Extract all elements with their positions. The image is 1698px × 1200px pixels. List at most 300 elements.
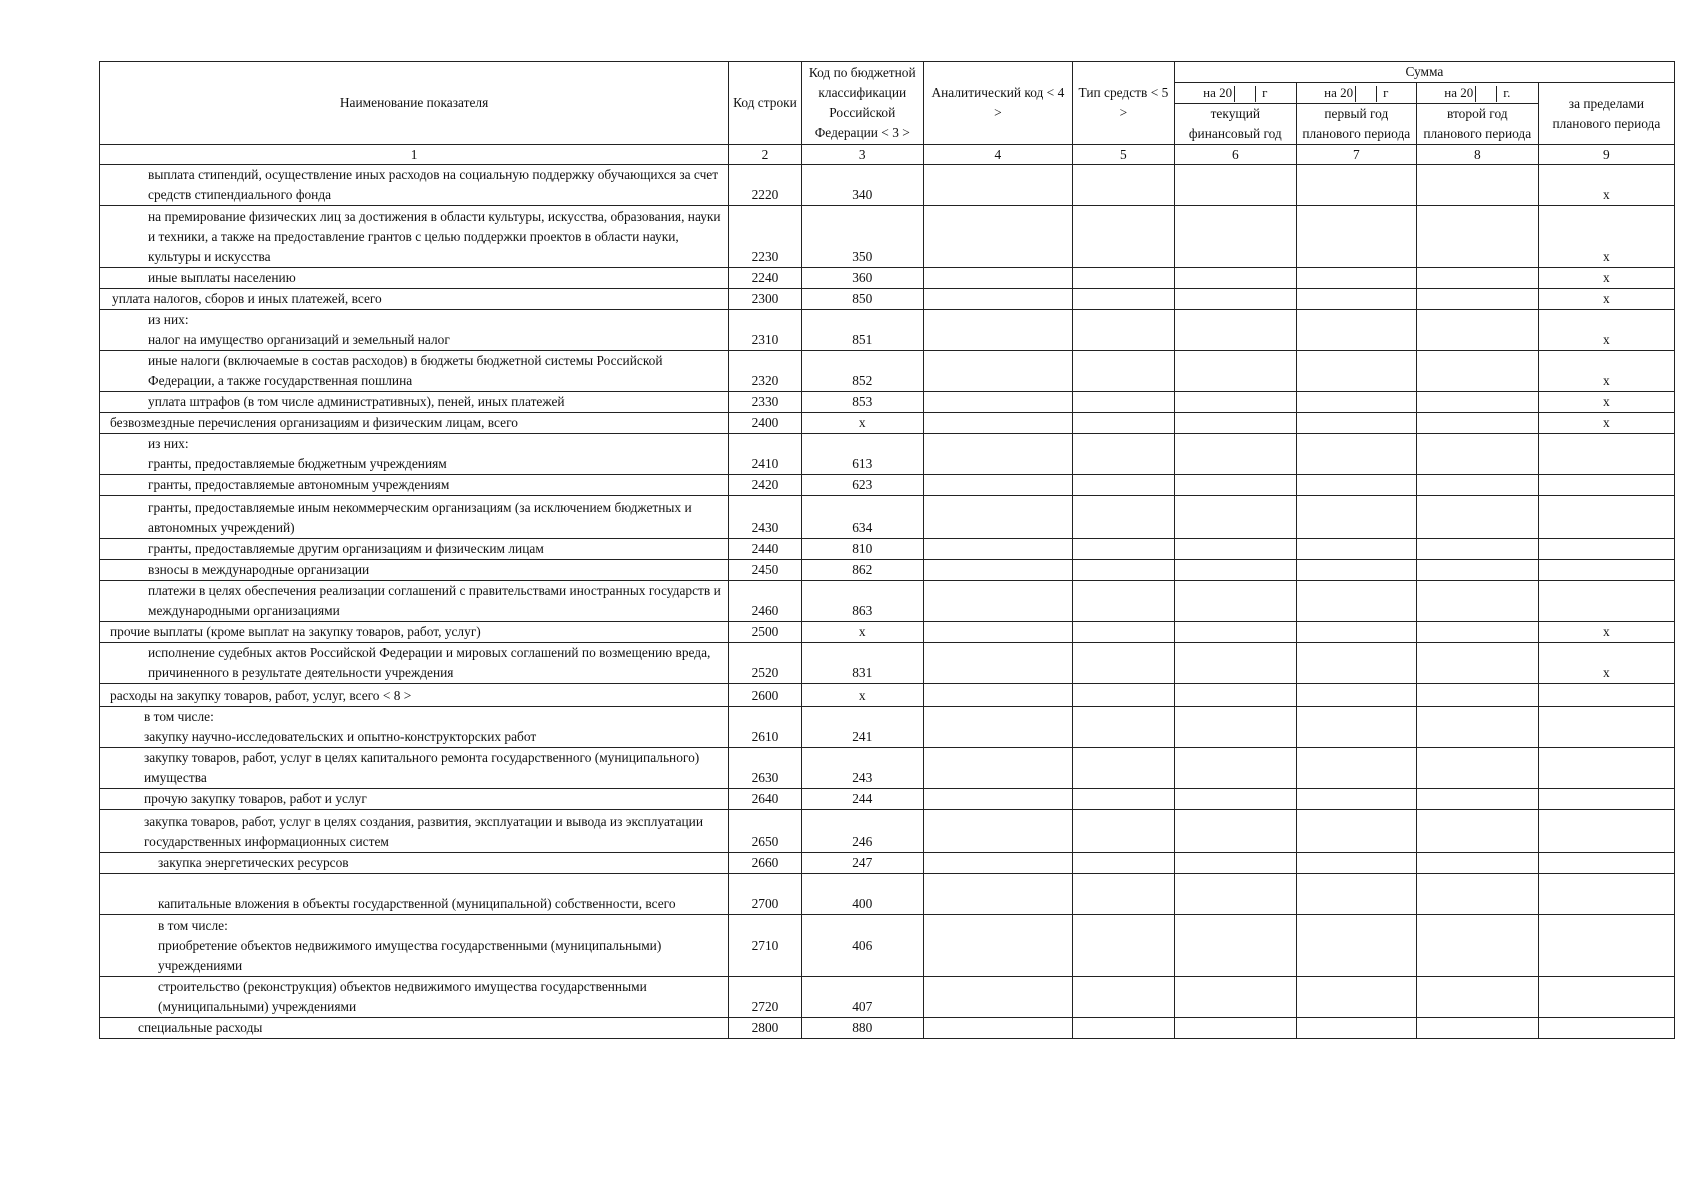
row-sum-first-cell [1296, 789, 1416, 810]
column-number: 3 [801, 145, 923, 165]
row-analytic-code-cell [923, 915, 1072, 977]
header-current-fin-year: текущий финансовый год [1174, 104, 1296, 145]
row-sum-second-cell [1416, 560, 1538, 581]
row-beyond-period-cell [1538, 539, 1674, 560]
row-funds-type-cell [1072, 853, 1174, 874]
row-sum-current-cell [1174, 413, 1296, 434]
row-indicator-name [100, 392, 729, 413]
table-row [100, 560, 1675, 581]
table-header [100, 62, 1675, 165]
row-sum-current-cell [1174, 539, 1296, 560]
row-budget-code: 406 [801, 915, 923, 977]
row-budget-code: 244 [801, 789, 923, 810]
table-row [100, 810, 1675, 853]
row-analytic-code-cell [923, 206, 1072, 268]
row-sum-current-cell [1174, 434, 1296, 475]
table-row [100, 496, 1675, 539]
row-budget-code: 852 [801, 351, 923, 392]
row-indicator-name [100, 434, 729, 475]
row-budget-code: 407 [801, 977, 923, 1018]
row-sum-first-cell [1296, 413, 1416, 434]
row-sum-current-cell [1174, 560, 1296, 581]
row-subheading: из них: [148, 436, 189, 451]
row-sum-first-cell [1296, 581, 1416, 622]
row-analytic-code-cell [923, 496, 1072, 539]
row-sum-current-cell [1174, 977, 1296, 1018]
header-indicator-name: Наименование показателя [100, 62, 729, 145]
row-sum-first-cell [1296, 874, 1416, 915]
row-name-text: взносы в международные организации [148, 562, 370, 577]
row-name-text: закупка энергетических ресурсов [158, 855, 349, 870]
row-funds-type-cell [1072, 622, 1174, 643]
row-name-text: иные выплаты населению [148, 270, 296, 285]
row-budget-code: 400 [801, 874, 923, 915]
row-analytic-code-cell [923, 413, 1072, 434]
row-name-text: уплата штрафов (в том числе административных), пеней, иных платежей [148, 394, 565, 409]
header-line-code: Код строки [729, 62, 802, 145]
row-sum-first-cell [1296, 351, 1416, 392]
table-row [100, 789, 1675, 810]
row-sum-current-cell [1174, 915, 1296, 977]
table-row [100, 392, 1675, 413]
column-number: 4 [923, 145, 1072, 165]
row-sum-second-cell [1416, 915, 1538, 977]
table-row [100, 581, 1675, 622]
row-name-text: платежи в целях обеспечения реализации соглашений с правительствами иностранных государств и международными организациями [148, 583, 721, 618]
row-funds-type-cell [1072, 206, 1174, 268]
row-sum-current-cell [1174, 684, 1296, 707]
row-line-code: 2720 [729, 977, 802, 1018]
row-line-code: 2310 [729, 310, 802, 351]
column-number: 7 [1296, 145, 1416, 165]
row-indicator-name [100, 977, 729, 1018]
table-row [100, 977, 1675, 1018]
row-line-code: 2710 [729, 915, 802, 977]
row-sum-current-cell [1174, 643, 1296, 684]
row-funds-type-cell [1072, 539, 1174, 560]
row-line-code: 2430 [729, 496, 802, 539]
row-sum-second-cell [1416, 392, 1538, 413]
row-line-code: 2600 [729, 684, 802, 707]
table-row [100, 1018, 1675, 1039]
row-line-code: 2330 [729, 392, 802, 413]
row-line-code: 2240 [729, 268, 802, 289]
row-budget-code: 634 [801, 496, 923, 539]
header-year-first: на 20 г [1296, 83, 1416, 104]
row-budget-code: 850 [801, 289, 923, 310]
row-line-code: 2500 [729, 622, 802, 643]
table-row [100, 289, 1675, 310]
row-name-text: выплата стипендий, осуществление иных расходов на социальную поддержку обучающихся за счет средств стипендиального фонда [148, 167, 719, 202]
row-funds-type-cell [1072, 643, 1174, 684]
row-sum-second-cell [1416, 874, 1538, 915]
row-name-text: гранты, предоставляемые автономным учреждениям [148, 477, 450, 492]
row-line-code: 2640 [729, 789, 802, 810]
table-row [100, 475, 1675, 496]
row-beyond-period-cell: х [1538, 643, 1674, 684]
row-line-code: 2450 [729, 560, 802, 581]
row-sum-second-cell [1416, 643, 1538, 684]
row-sum-current-cell [1174, 874, 1296, 915]
row-sum-first-cell [1296, 475, 1416, 496]
row-sum-first-cell [1296, 165, 1416, 206]
row-funds-type-cell [1072, 289, 1174, 310]
row-indicator-name [100, 310, 729, 351]
row-funds-type-cell [1072, 413, 1174, 434]
column-number: 5 [1072, 145, 1174, 165]
row-indicator-name [100, 539, 729, 560]
row-name-text: приобретение объектов недвижимого имущества государственными (муниципальными) учреждениями [158, 938, 662, 973]
row-budget-code: 862 [801, 560, 923, 581]
row-indicator-name [100, 810, 729, 853]
row-beyond-period-cell [1538, 915, 1674, 977]
row-line-code: 2220 [729, 165, 802, 206]
row-sum-current-cell [1174, 268, 1296, 289]
row-sum-second-cell [1416, 853, 1538, 874]
row-sum-first-cell [1296, 539, 1416, 560]
row-indicator-name [100, 874, 729, 915]
row-sum-second-cell [1416, 434, 1538, 475]
row-beyond-period-cell: х [1538, 310, 1674, 351]
row-beyond-period-cell [1538, 684, 1674, 707]
row-sum-first-cell [1296, 853, 1416, 874]
row-analytic-code-cell [923, 310, 1072, 351]
row-beyond-period-cell [1538, 496, 1674, 539]
row-name-text: иные налоги (включаемые в состав расходов) в бюджеты бюджетной системы Российской Федерации, а также государственная пошлина [148, 353, 663, 388]
row-budget-code: 246 [801, 810, 923, 853]
row-sum-current-cell [1174, 289, 1296, 310]
row-beyond-period-cell [1538, 748, 1674, 789]
row-budget-code: 863 [801, 581, 923, 622]
row-funds-type-cell [1072, 874, 1174, 915]
row-beyond-period-cell [1538, 434, 1674, 475]
row-indicator-name [100, 475, 729, 496]
row-funds-type-cell [1072, 748, 1174, 789]
row-name-text: гранты, предоставляемые иным некоммерческим организациям (за исключением бюджетных и автономных учреждений) [148, 500, 692, 535]
row-sum-second-cell [1416, 684, 1538, 707]
column-number-row [100, 145, 1675, 165]
row-analytic-code-cell [923, 581, 1072, 622]
row-budget-code: 613 [801, 434, 923, 475]
row-indicator-name [100, 684, 729, 707]
row-sum-first-cell [1296, 707, 1416, 748]
row-beyond-period-cell [1538, 707, 1674, 748]
row-sum-second-cell [1416, 351, 1538, 392]
row-budget-code: х [801, 413, 923, 434]
row-analytic-code-cell [923, 684, 1072, 707]
row-name-text: капитальные вложения в объекты государственной (муниципальной) собственности, всего [158, 896, 676, 911]
row-sum-first-cell [1296, 810, 1416, 853]
row-sum-first-cell [1296, 434, 1416, 475]
row-beyond-period-cell [1538, 853, 1674, 874]
row-line-code: 2650 [729, 810, 802, 853]
table-row [100, 351, 1675, 392]
row-analytic-code-cell [923, 289, 1072, 310]
row-sum-second-cell [1416, 539, 1538, 560]
row-line-code: 2800 [729, 1018, 802, 1039]
row-analytic-code-cell [923, 165, 1072, 206]
table-row [100, 707, 1675, 748]
row-sum-current-cell [1174, 707, 1296, 748]
row-sum-second-cell [1416, 310, 1538, 351]
row-budget-code: 810 [801, 539, 923, 560]
row-analytic-code-cell [923, 622, 1072, 643]
table-row [100, 622, 1675, 643]
row-name-text: специальные расходы [138, 1020, 263, 1035]
table-row [100, 434, 1675, 475]
row-analytic-code-cell [923, 560, 1072, 581]
header-sum: Сумма [1174, 62, 1674, 83]
row-sum-current-cell [1174, 206, 1296, 268]
row-indicator-name [100, 165, 729, 206]
row-sum-first-cell [1296, 915, 1416, 977]
row-sum-first-cell [1296, 392, 1416, 413]
row-funds-type-cell [1072, 475, 1174, 496]
row-indicator-name [100, 643, 729, 684]
row-name-text: безвозмездные перечисления организациям и физическим лицам, всего [110, 415, 518, 430]
row-sum-first-cell [1296, 268, 1416, 289]
row-sum-second-cell [1416, 707, 1538, 748]
row-beyond-period-cell: х [1538, 622, 1674, 643]
header-year-current: на 20 г [1174, 83, 1296, 104]
row-budget-code: х [801, 622, 923, 643]
row-sum-second-cell [1416, 413, 1538, 434]
row-funds-type-cell [1072, 1018, 1174, 1039]
row-indicator-name [100, 351, 729, 392]
row-budget-code: 360 [801, 268, 923, 289]
row-indicator-name [100, 560, 729, 581]
row-sum-current-cell [1174, 165, 1296, 206]
row-funds-type-cell [1072, 165, 1174, 206]
row-budget-code: 340 [801, 165, 923, 206]
row-beyond-period-cell [1538, 475, 1674, 496]
row-subheading: в том числе: [158, 918, 228, 933]
row-beyond-period-cell: х [1538, 351, 1674, 392]
row-sum-current-cell [1174, 748, 1296, 789]
row-indicator-name [100, 707, 729, 748]
row-sum-first-cell [1296, 496, 1416, 539]
row-sum-second-cell [1416, 475, 1538, 496]
row-line-code: 2700 [729, 874, 802, 915]
row-funds-type-cell [1072, 496, 1174, 539]
row-line-code: 2660 [729, 853, 802, 874]
header-funds-type: Тип средств < 5 > [1072, 62, 1174, 145]
row-sum-second-cell [1416, 622, 1538, 643]
table-row [100, 853, 1675, 874]
row-subheading: в том числе: [144, 709, 214, 724]
column-number: 9 [1538, 145, 1674, 165]
row-sum-current-cell [1174, 475, 1296, 496]
row-funds-type-cell [1072, 707, 1174, 748]
row-indicator-name [100, 915, 729, 977]
row-analytic-code-cell [923, 810, 1072, 853]
header-year-second: на 20 г. [1416, 83, 1538, 104]
header-analytic-code: Аналитический код < 4 > [923, 62, 1072, 145]
table-row [100, 874, 1675, 915]
row-sum-second-cell [1416, 165, 1538, 206]
row-analytic-code-cell [923, 853, 1072, 874]
row-budget-code: х [801, 684, 923, 707]
row-name-text: налог на имущество организаций и земельный налог [148, 332, 450, 347]
row-analytic-code-cell [923, 748, 1072, 789]
row-analytic-code-cell [923, 392, 1072, 413]
row-analytic-code-cell [923, 977, 1072, 1018]
row-sum-second-cell [1416, 206, 1538, 268]
column-number: 2 [729, 145, 802, 165]
row-beyond-period-cell [1538, 581, 1674, 622]
row-sum-first-cell [1296, 310, 1416, 351]
row-funds-type-cell [1072, 810, 1174, 853]
row-funds-type-cell [1072, 351, 1174, 392]
row-beyond-period-cell: х [1538, 268, 1674, 289]
row-funds-type-cell [1072, 581, 1174, 622]
row-budget-code: 623 [801, 475, 923, 496]
row-sum-first-cell [1296, 560, 1416, 581]
row-funds-type-cell [1072, 684, 1174, 707]
row-sum-second-cell [1416, 789, 1538, 810]
row-funds-type-cell [1072, 392, 1174, 413]
row-sum-current-cell [1174, 351, 1296, 392]
row-name-text: прочие выплаты (кроме выплат на закупку товаров, работ, услуг) [110, 624, 481, 639]
row-name-text: гранты, предоставляемые бюджетным учреждениям [148, 456, 447, 471]
table-row [100, 915, 1675, 977]
row-sum-second-cell [1416, 268, 1538, 289]
column-number: 8 [1416, 145, 1538, 165]
row-funds-type-cell [1072, 915, 1174, 977]
row-indicator-name [100, 789, 729, 810]
row-beyond-period-cell: х [1538, 165, 1674, 206]
table-row [100, 165, 1675, 206]
row-sum-current-cell [1174, 810, 1296, 853]
row-sum-current-cell [1174, 392, 1296, 413]
column-number: 6 [1174, 145, 1296, 165]
row-name-text: закупка товаров, работ, услуг в целях создания, развития, эксплуатации и вывода из эксплуатации государственных информационных систем [144, 814, 704, 849]
row-sum-first-cell [1296, 643, 1416, 684]
row-sum-current-cell [1174, 1018, 1296, 1039]
row-beyond-period-cell: х [1538, 392, 1674, 413]
table-row [100, 643, 1675, 684]
row-sum-current-cell [1174, 622, 1296, 643]
row-line-code: 2410 [729, 434, 802, 475]
row-sum-first-cell [1296, 622, 1416, 643]
row-line-code: 2630 [729, 748, 802, 789]
row-name-text: уплата налогов, сборов и иных платежей, всего [112, 291, 382, 306]
row-name-text: закупку товаров, работ, услуг в целях капитального ремонта государственного (муниципального) имущества [144, 750, 700, 785]
row-funds-type-cell [1072, 268, 1174, 289]
header-first-plan-year: первый год планового периода [1296, 104, 1416, 145]
row-sum-second-cell [1416, 581, 1538, 622]
header-budget-classification: Код по бюджетной классификации Российской Федерации < 3 > [801, 62, 923, 145]
column-number: 1 [100, 145, 729, 165]
row-beyond-period-cell: х [1538, 413, 1674, 434]
table-row [100, 748, 1675, 789]
row-funds-type-cell [1072, 789, 1174, 810]
row-line-code: 2520 [729, 643, 802, 684]
row-sum-second-cell [1416, 810, 1538, 853]
row-name-text: гранты, предоставляемые другим организациям и физическим лицам [148, 541, 544, 556]
row-sum-first-cell [1296, 977, 1416, 1018]
row-analytic-code-cell [923, 268, 1072, 289]
row-name-text: на премирование физических лиц за достижения в области культуры, искусства, образования, науки и техники, а также на предоставление грантов с целью поддержки проектов в области науки, культуры и искусства [148, 209, 721, 264]
table-row [100, 684, 1675, 707]
row-funds-type-cell [1072, 560, 1174, 581]
row-analytic-code-cell [923, 643, 1072, 684]
row-line-code: 2400 [729, 413, 802, 434]
row-analytic-code-cell [923, 539, 1072, 560]
row-budget-code: 831 [801, 643, 923, 684]
row-beyond-period-cell: х [1538, 206, 1674, 268]
row-budget-code: 247 [801, 853, 923, 874]
row-name-text: строительство (реконструкция) объектов недвижимого имущества государственными (муниципальными) учреждениями [158, 979, 647, 1014]
row-name-text: исполнение судебных актов Российской Федерации и мировых соглашений по возмещению вреда, причиненного в результате деятельности учреждения [148, 645, 711, 680]
row-indicator-name [100, 289, 729, 310]
row-name-text: прочую закупку товаров, работ и услуг [144, 791, 367, 806]
row-sum-first-cell [1296, 206, 1416, 268]
row-sum-first-cell [1296, 1018, 1416, 1039]
row-sum-first-cell [1296, 289, 1416, 310]
row-sum-current-cell [1174, 581, 1296, 622]
row-sum-second-cell [1416, 1018, 1538, 1039]
row-sum-second-cell [1416, 289, 1538, 310]
row-analytic-code-cell [923, 1018, 1072, 1039]
table-row [100, 268, 1675, 289]
row-analytic-code-cell [923, 874, 1072, 915]
table-row [100, 539, 1675, 560]
row-analytic-code-cell [923, 789, 1072, 810]
row-indicator-name [100, 581, 729, 622]
row-line-code: 2320 [729, 351, 802, 392]
row-sum-first-cell [1296, 684, 1416, 707]
row-beyond-period-cell [1538, 789, 1674, 810]
row-beyond-period-cell [1538, 1018, 1674, 1039]
row-line-code: 2420 [729, 475, 802, 496]
row-budget-code: 851 [801, 310, 923, 351]
row-sum-current-cell [1174, 789, 1296, 810]
table-body [100, 165, 1675, 1039]
row-beyond-period-cell: х [1538, 289, 1674, 310]
row-analytic-code-cell [923, 351, 1072, 392]
row-budget-code: 241 [801, 707, 923, 748]
row-indicator-name [100, 748, 729, 789]
row-sum-second-cell [1416, 977, 1538, 1018]
row-analytic-code-cell [923, 707, 1072, 748]
row-sum-second-cell [1416, 496, 1538, 539]
row-indicator-name [100, 268, 729, 289]
row-sum-first-cell [1296, 748, 1416, 789]
row-funds-type-cell [1072, 310, 1174, 351]
row-line-code: 2460 [729, 581, 802, 622]
row-name-text: закупку научно-исследовательских и опытно-конструкторских работ [144, 729, 537, 744]
row-sum-current-cell [1174, 310, 1296, 351]
row-budget-code: 350 [801, 206, 923, 268]
table-row [100, 206, 1675, 268]
row-analytic-code-cell [923, 434, 1072, 475]
row-funds-type-cell [1072, 434, 1174, 475]
row-indicator-name [100, 1018, 729, 1039]
row-line-code: 2300 [729, 289, 802, 310]
row-funds-type-cell [1072, 977, 1174, 1018]
row-budget-code: 243 [801, 748, 923, 789]
row-indicator-name [100, 206, 729, 268]
row-line-code: 2440 [729, 539, 802, 560]
budget-table [99, 61, 1675, 1039]
row-sum-second-cell [1416, 748, 1538, 789]
row-indicator-name [100, 622, 729, 643]
row-analytic-code-cell [923, 475, 1072, 496]
row-indicator-name [100, 413, 729, 434]
row-line-code: 2610 [729, 707, 802, 748]
table-row [100, 413, 1675, 434]
